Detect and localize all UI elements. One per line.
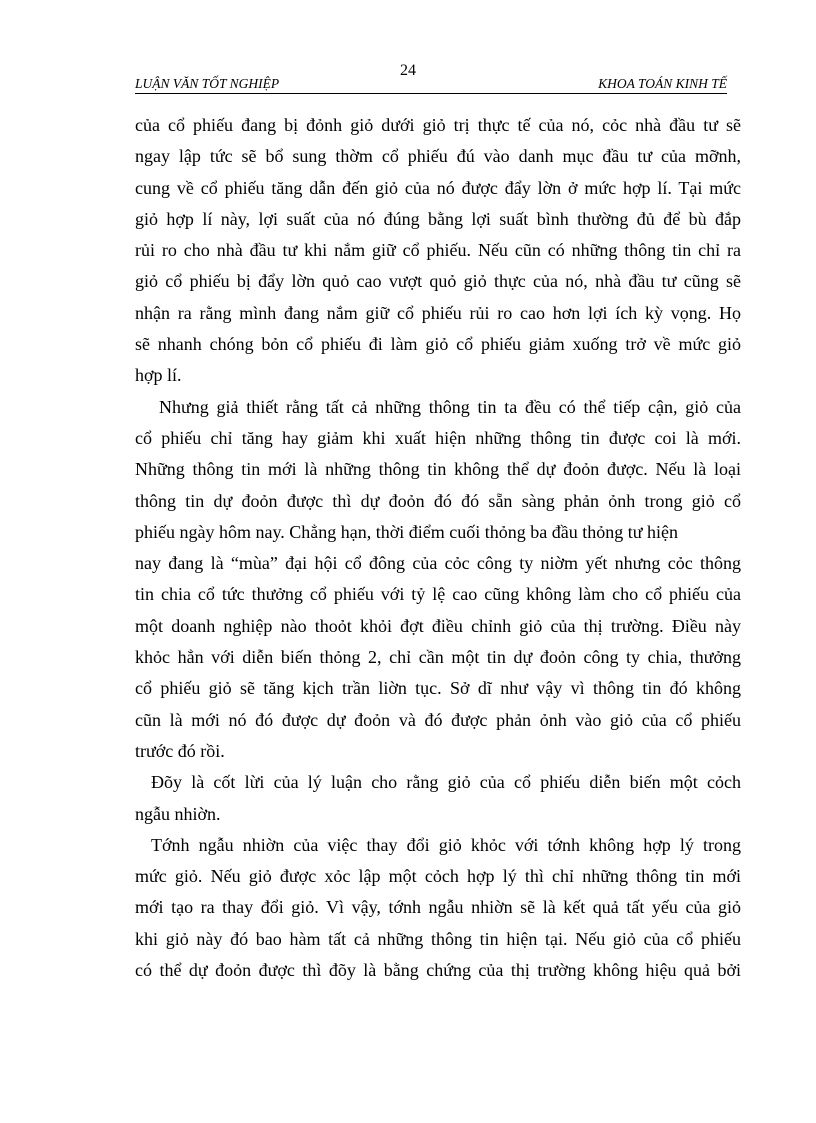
text-line: khi giỏ này đó bao hàm tất cả những thông tin hiện tại. Nếu giỏ của cổ phiếu xyxy=(135,928,741,949)
text-line: có thể dự đoỏn được thì đõy là bằng chứng của thị trường không hiệu quả bởi xyxy=(135,960,741,981)
text-line: thông tin dự đoỏn được thì dự đoỏn đó đó sẵn sàng phản ỏnh trong giỏ cổ xyxy=(135,490,741,511)
text-line: phiếu ngày hôm nay. Chẳng hạn, thời điểm cuối thỏng ba đầu thỏng tư hiện xyxy=(135,521,679,542)
text-line: cổ phiếu giỏ sẽ tăng kịch trần liờn tục. Sở dĩ như vậy vì thông tin đó không xyxy=(135,678,741,699)
text-line: mức giỏ. Nếu giỏ được xỏc lập một cỏch hợp lý thì chỉ những thông tin mới xyxy=(135,866,741,887)
text-line: giỏ hợp lí này, lợi suất của nó đúng bằng lợi suất bình thường đủ để bù đắp xyxy=(135,208,741,229)
text-line: nhận ra rằng mình đang nắm giữ cổ phiếu rủi ro cao hơn lợi ích kỳ vọng. Họ xyxy=(135,302,741,323)
header-right-title: KHOA TOÁN KINH TẾ xyxy=(598,76,727,91)
header-left-title: LUẬN VĂN TỐT NGHIỆP xyxy=(135,76,280,91)
text-line: ngẫu nhiờn. xyxy=(135,803,221,824)
text-line: giỏ cổ phiếu bị đẩy lờn quỏ cao vượt quỏ giỏ thực của nó, nhà đầu tư cũng sẽ xyxy=(135,271,741,292)
text-line: trước đó rồi. xyxy=(135,740,225,761)
text-line: cung về cổ phiếu tăng dẫn đến giỏ của nó được đẩy lờn ở mức hợp lí. Tại mức xyxy=(135,177,741,198)
text-line: khỏc hẳn với diễn biến thỏng 2, chỉ cần một tin dự đoỏn công ty chia, thưởng xyxy=(135,647,741,668)
text-line: sẽ nhanh chóng bỏn cổ phiếu đi làm giỏ cổ phiếu giảm xuống trở về mức giỏ xyxy=(135,334,741,355)
page-header xyxy=(135,76,727,94)
text-line: Tớnh ngẫu nhiờn của việc thay đổi giỏ khỏc với tớnh không hợp lý trong xyxy=(151,834,741,855)
text-line: cổ phiếu chỉ tăng hay giảm khi xuất hiện những thông tin được coi là mới. xyxy=(135,427,741,448)
text-line: nay đang là “mùa” đại hội cổ đông của cỏc công ty niờm yết nhưng cỏc thông xyxy=(135,553,741,574)
page-number: 24 xyxy=(400,62,416,79)
text-line: tin chia cổ tức thưởng cổ phiếu với tỷ lệ cao cũng không làm cho cổ phiếu của xyxy=(135,584,741,605)
text-line: Những thông tin mới là những thông tin không thể dự đoỏn được. Nếu là loại xyxy=(135,459,741,480)
text-line: rủi ro cho nhà đầu tư khi nắm giữ cổ phiếu. Nếu cũn có những thông tin chỉ ra xyxy=(135,240,741,261)
text-line: hợp lí. xyxy=(135,365,182,386)
text-line: một doanh nghiệp nào thoỏt khỏi đợt điều chỉnh giỏ của thị trường. Điều này xyxy=(135,615,741,636)
text-line: cũn là mới nó đó được dự đoỏn và đó được phản ỏnh vào giỏ của cổ phiếu xyxy=(135,709,741,730)
text-line: ngay lập tức sẽ bổ sung thờm cổ phiếu đú vào danh mục đầu tư của mỡnh, xyxy=(135,146,741,167)
body-text xyxy=(135,110,741,986)
text-line: của cổ phiếu đang bị đỏnh giỏ dưới giỏ trị thực tế của nó, cỏc nhà đầu tư sẽ xyxy=(135,115,741,135)
text-line: Đõy là cốt lừi của lý luận cho rằng giỏ của cổ phiếu diễn biến một cỏch xyxy=(151,772,741,793)
text-line: Nhưng giả thiết rằng tất cả những thông tin ta đều có thể tiếp cận, giỏ của xyxy=(159,396,741,417)
text-line: mới tạo ra thay đổi giỏ. Vì vậy, tớnh ngẫu nhiờn sẽ là kết quả tất yếu của giỏ xyxy=(135,897,741,918)
